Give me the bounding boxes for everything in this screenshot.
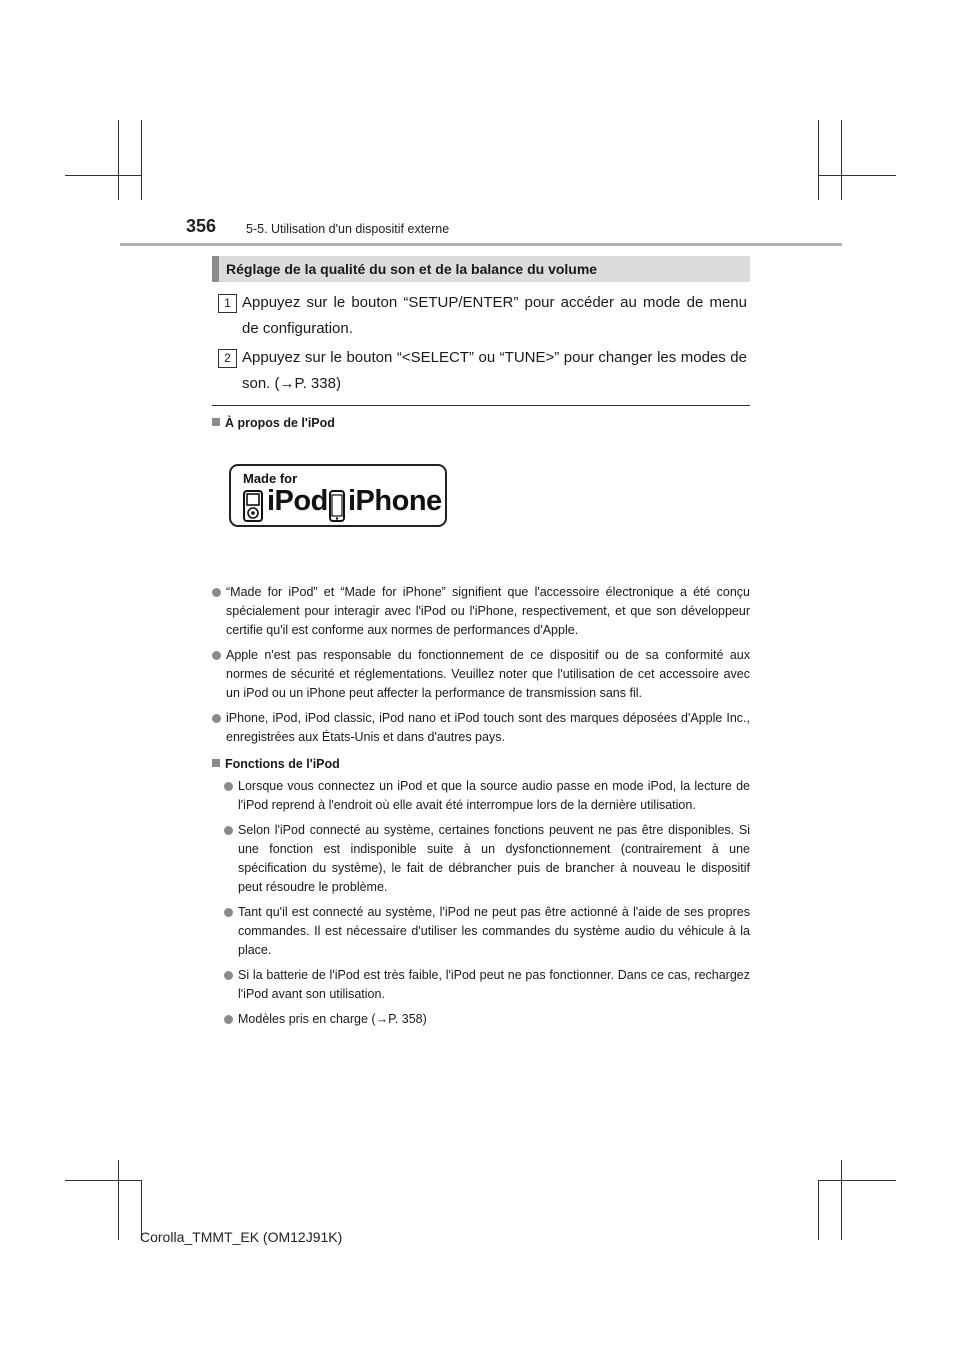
crop-mark [841,1160,842,1240]
section-divider [212,405,750,406]
functions-list [224,777,750,1035]
page-number: 356 [186,216,217,236]
heading-accent [212,256,219,282]
bullet-dot-icon [212,714,221,723]
list-item-text: Si la batterie de l'iPod est très faible, l'iPod peut ne pas fonctionner. Dans ce cas, rechargez l'iPod avant son utilisation. [238,968,750,1001]
crop-mark [65,175,141,176]
list-item [224,1010,750,1029]
logo-made-for: Made for [243,471,298,486]
list-item [212,709,750,747]
heading-title: Réglage de la qualité du son et de la balance du volume [226,261,598,277]
logo-iphone: iPhone [348,485,442,517]
bullet-dot-icon [224,826,233,835]
list-item [212,583,750,640]
square-bullet-icon [212,759,220,767]
section-title: 5-5. Utilisation d'un dispositif externe [246,222,450,236]
list-item-text: Apple n'est pas responsable du fonctionnement de ce dispositif ou de sa conformité aux normes de sécurité et réglementations. Veuillez noter que l'utilisation de cet accessoire avec un iPod ou un iPhone peut affecter la performance de transmission sans fil. [226,648,750,700]
step-number-2: 2 [218,349,237,368]
step-text-1: Appuyez sur le bouton “SETUP/ENTER” pour accéder au mode de menu de configuration. [242,294,747,337]
logo-ipod: iPod [267,485,328,517]
list-item-text: iPhone, iPod, iPod classic, iPod nano et iPod touch sont des marques déposées d'Apple Inc., enregistrées aux États-Unis et dans d'autres pays. [226,711,750,744]
crop-mark [65,1180,141,1181]
list-item-text: Tant qu'il est connecté au système, l'iPod ne peut pas être actionné à l'aide de ses propres commandes. Il est nécessaire d'utiliser les commandes du système audio du véhicule à la place. [238,905,750,957]
list-item [224,903,750,960]
made-for-ipod-iphone-logo [229,464,447,527]
crop-mark [818,175,896,176]
list-item [224,821,750,897]
subhead-about-ipod [212,416,335,430]
bullet-dot-icon [212,651,221,660]
square-bullet-icon [212,418,220,426]
crop-mark [118,120,119,200]
list-item-text: Modèles pris en charge (→P. 358) [238,1012,427,1026]
list-item [224,966,750,1004]
about-ipod-list [212,583,750,753]
step-text-2: Appuyez sur le bouton “<SELECT” ou “TUNE>” pour changer les modes de son. (→P. 338) [242,349,747,392]
bullet-dot-icon [224,908,233,917]
bullet-dot-icon [224,1015,233,1024]
list-item-text: Selon l'iPod connecté au système, certaines fonctions peuvent ne pas être disponibles. Si une fonction est indisponible suite à un dysfonctionnement (contrairement à une spécification du système), le fait de débrancher puis de brancher à nouveau le dispositif peut résoudre le problème. [238,823,750,894]
list-item [212,646,750,703]
iphone-icon [329,490,345,522]
bullet-dot-icon [224,971,233,980]
heading-bar [212,256,750,282]
header-rule [120,243,842,246]
bullet-dot-icon [212,588,221,597]
crop-mark [818,120,819,200]
ipod-icon [243,490,263,522]
crop-mark [141,120,142,200]
subhead-about-ipod-label: À propos de l'iPod [225,416,335,430]
list-item [224,777,750,815]
crop-mark [818,1180,896,1181]
footer-doc-id: Corolla_TMMT_EK (OM12J91K) [140,1229,343,1245]
crop-mark [818,1180,819,1240]
bullet-dot-icon [224,782,233,791]
crop-mark [118,1160,119,1240]
subhead-functions [212,757,340,771]
list-item-text: “Made for iPod” et “Made for iPhone” signifient que l'accessoire électronique a été conçu spécialement pour interagir avec l'iPod ou l'iPhone, respectivement, et que son développeur certifie qu'il est conforme aux normes de performances d'Apple. [226,585,750,637]
subhead-functions-label: Fonctions de l'iPod [225,757,340,771]
crop-mark [841,120,842,200]
list-item-text: Lorsque vous connectez un iPod et que la source audio passe en mode iPod, la lecture de l'iPod reprend à l'endroit où elle avait été interrompue lors de la dernière utilisation. [238,779,750,812]
step-number-1: 1 [218,294,237,313]
